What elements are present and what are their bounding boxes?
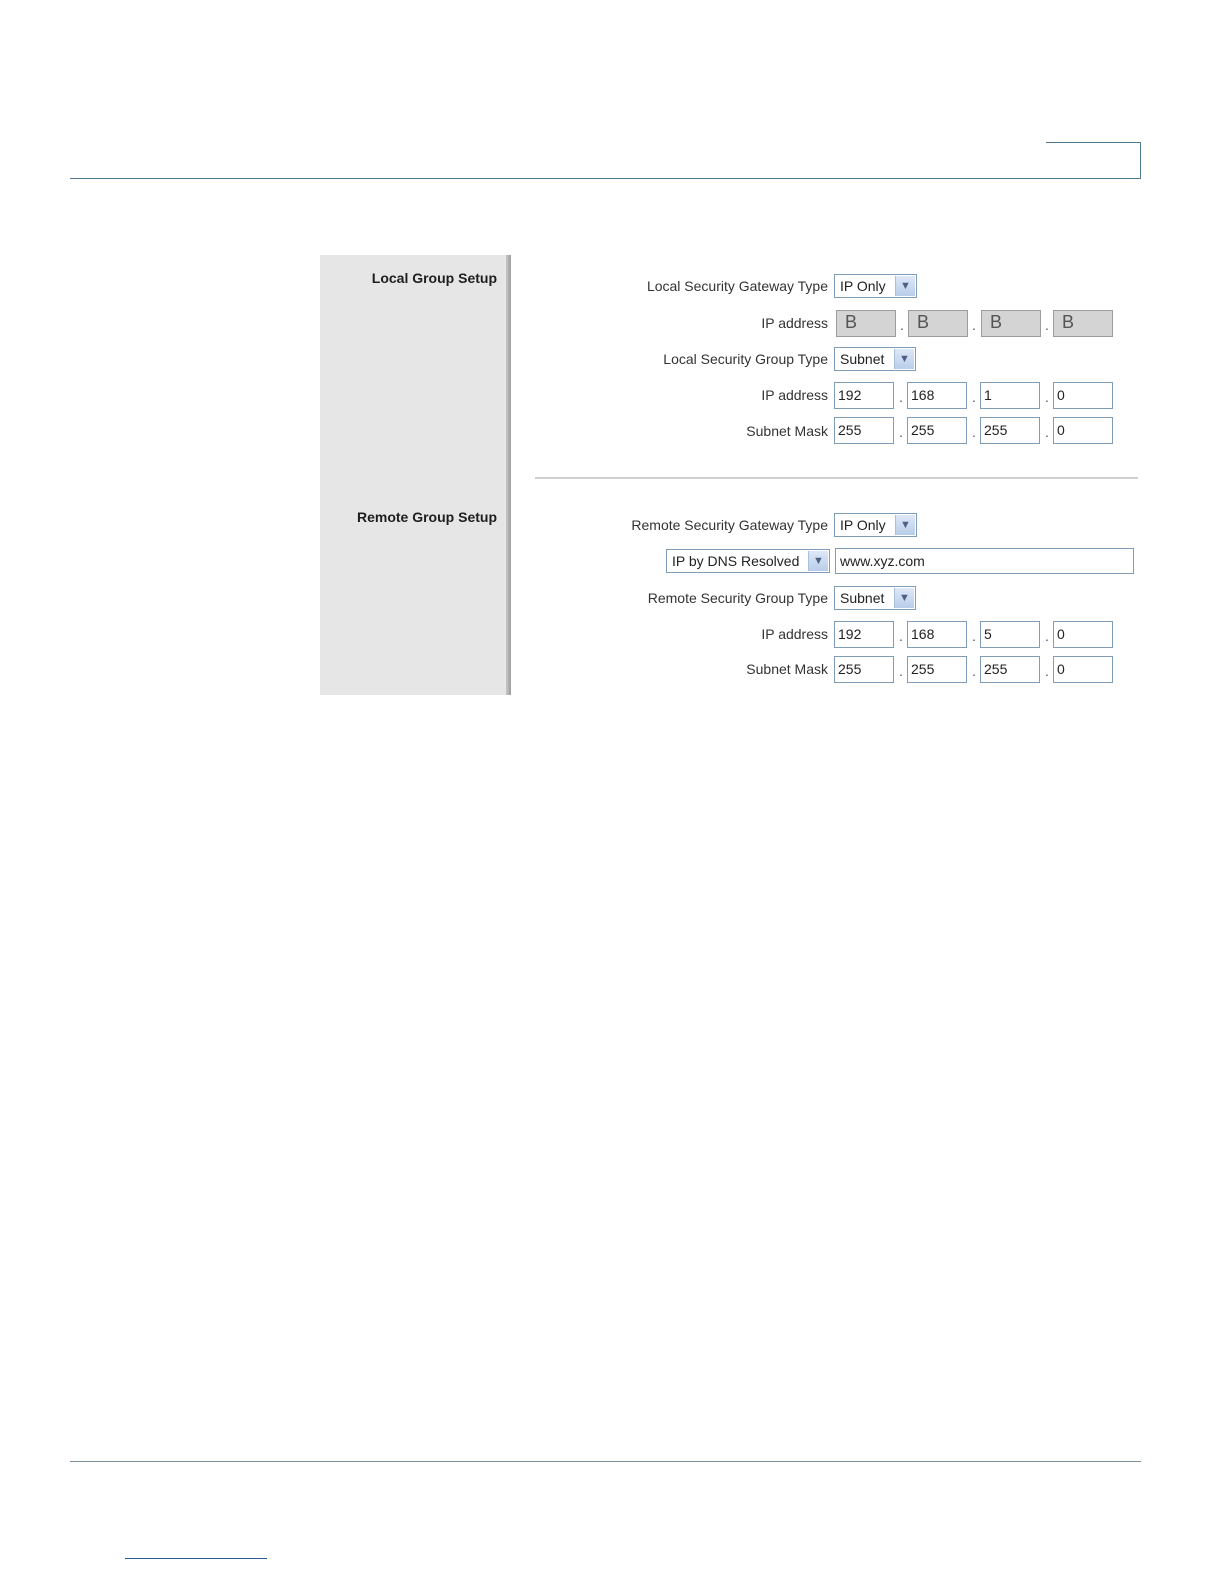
remote-ip-label: IP address [761, 626, 828, 642]
chevron-down-icon[interactable]: ▼ [895, 515, 915, 535]
local-group-type-value: Subnet [840, 351, 885, 367]
local-group-type-select[interactable] [834, 347, 916, 371]
local-ip-label: IP address [761, 387, 828, 403]
remote-ip-octet-4[interactable]: 0 [1053, 621, 1113, 648]
local-gateway-ip-octet-3: B [981, 310, 1041, 337]
local-ip-octet-4[interactable]: 0 [1053, 382, 1113, 409]
chevron-down-icon[interactable]: ▼ [895, 276, 915, 296]
chevron-down-icon[interactable]: ▼ [808, 551, 828, 571]
sidebar-divider [506, 255, 511, 695]
local-ip-octet-1[interactable]: 192 [834, 382, 894, 409]
local-ip-octet-3[interactable]: 1 [980, 382, 1040, 409]
vpn-group-setup-screenshot [320, 255, 1140, 695]
ip-separator: . [1045, 663, 1049, 679]
remote-group-type-label: Remote Security Group Type [647, 590, 828, 606]
remote-gateway-type-label: Remote Security Gateway Type [631, 517, 828, 533]
local-gateway-type-label: Local Security Gateway Type [646, 278, 828, 294]
remote-mask-octet-4[interactable]: 0 [1053, 656, 1113, 683]
footer-link-underline [125, 1558, 267, 1559]
ip-separator: . [1045, 424, 1049, 440]
remote-ip-octet-1[interactable]: 192 [834, 621, 894, 648]
local-gateway-ip-octet-2: B [908, 310, 968, 337]
local-gateway-ip-octet-1: B [836, 310, 896, 337]
local-mask-octet-1[interactable]: 255 [834, 417, 894, 444]
chevron-down-icon[interactable]: ▼ [894, 349, 914, 369]
remote-gateway-type-select[interactable] [834, 513, 917, 537]
ip-separator: . [900, 317, 904, 333]
remote-group-type-value: Subnet [840, 590, 885, 606]
remote-group-type-select[interactable] [834, 586, 916, 610]
chapter-tab [1046, 142, 1141, 179]
remote-resolve-mode-value: IP by DNS Resolved [672, 553, 800, 569]
ip-separator: . [972, 628, 976, 644]
local-mask-octet-3[interactable]: 255 [980, 417, 1040, 444]
chevron-down-icon[interactable]: ▼ [894, 588, 914, 608]
remote-mask-octet-3[interactable]: 255 [980, 656, 1040, 683]
ip-separator: . [1045, 628, 1049, 644]
ip-separator: . [899, 424, 903, 440]
remote-group-setup-title: Remote Group Setup [356, 509, 497, 525]
ip-separator: . [899, 663, 903, 679]
remote-gateway-type-value: IP Only [840, 517, 886, 533]
settings-sidebar [320, 255, 506, 695]
remote-ip-octet-3[interactable]: 5 [980, 621, 1040, 648]
footer-rule [70, 1461, 1141, 1462]
local-mask-octet-4[interactable]: 0 [1053, 417, 1113, 444]
remote-mask-label: Subnet Mask [746, 661, 828, 677]
ip-separator: . [972, 389, 976, 405]
ip-separator: . [972, 424, 976, 440]
local-gateway-ip-octet-4: B [1053, 310, 1113, 337]
ip-separator: . [899, 628, 903, 644]
header-rule [70, 178, 1141, 179]
remote-hostname-input[interactable]: www.xyz.com [835, 548, 1134, 574]
ip-separator: . [972, 317, 976, 333]
remote-ip-octet-2[interactable]: 168 [907, 621, 967, 648]
remote-mask-octet-1[interactable]: 255 [834, 656, 894, 683]
ip-separator: . [899, 389, 903, 405]
local-ip-octet-2[interactable]: 168 [907, 382, 967, 409]
local-gateway-type-select[interactable] [834, 274, 917, 298]
remote-mask-octet-2[interactable]: 255 [907, 656, 967, 683]
remote-resolve-mode-select[interactable] [666, 549, 830, 573]
ip-separator: . [972, 663, 976, 679]
section-separator [535, 477, 1138, 479]
local-group-setup-title: Local Group Setup [371, 270, 497, 286]
local-mask-octet-2[interactable]: 255 [907, 417, 967, 444]
ip-separator: . [1045, 317, 1049, 333]
local-gateway-ip-label: IP address [761, 315, 828, 331]
local-group-type-label: Local Security Group Type [663, 351, 828, 367]
local-mask-label: Subnet Mask [746, 423, 828, 439]
ip-separator: . [1045, 389, 1049, 405]
local-gateway-type-value: IP Only [840, 278, 886, 294]
